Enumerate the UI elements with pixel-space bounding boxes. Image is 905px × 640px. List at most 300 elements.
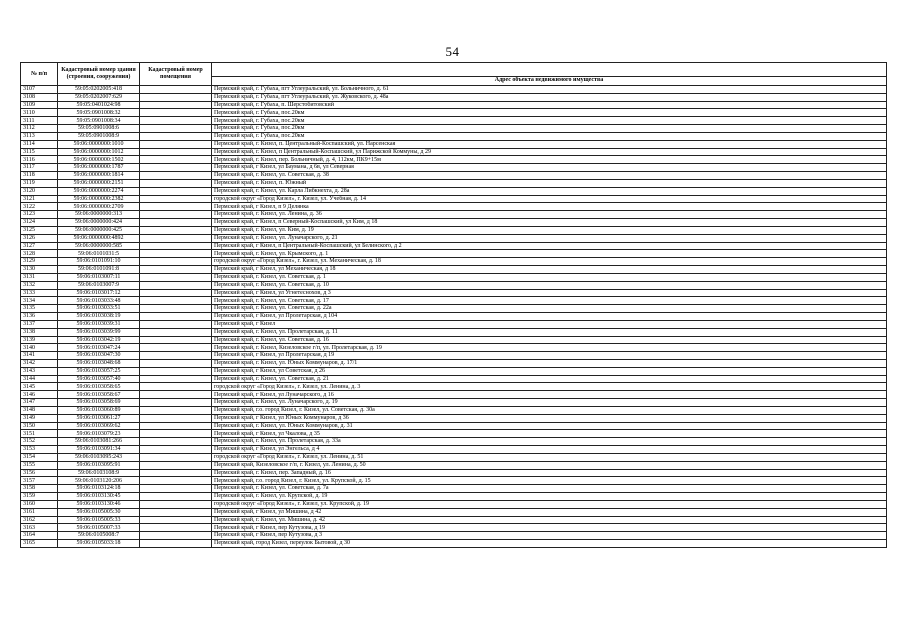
row-number: 3159: [21, 493, 58, 501]
cadastral-room-cell: [140, 164, 212, 172]
address-cell: Пермский край, г. Губаха, пгт Углеуральский, ул. Больничного, д. 61: [212, 86, 887, 94]
row-number: 3133: [21, 289, 58, 297]
table-row: [21, 399, 887, 407]
row-number: 3151: [21, 430, 58, 438]
cadastral-room-cell: [140, 352, 212, 360]
table-row: [21, 469, 887, 477]
address-cell: Пермский край, г. Кизел, ул. Ленина, д. 36: [212, 211, 887, 219]
cadastral-room-cell: [140, 179, 212, 187]
address-cell: Пермский край, г. Кизел, ул. Советская, д. 22а: [212, 305, 887, 313]
address-cell: Пермский край, г. Кизел, п. Южный: [212, 179, 887, 187]
cadastral-room-cell: [140, 226, 212, 234]
address-cell: Пермский край, г. Кизел, пер. Больничный, д. 4, 112км, ПК9+15м: [212, 156, 887, 164]
address-cell: Пермский край, г. Кизел, ул. Мишина, д. 42: [212, 516, 887, 524]
table-row: [21, 359, 887, 367]
row-number: 3132: [21, 281, 58, 289]
cadastral-building-cell: 59:06:0103095:243: [58, 453, 140, 461]
table-row: [21, 320, 887, 328]
cadastral-building-cell: 59:06:0103038:19: [58, 313, 140, 321]
table-row: [21, 477, 887, 485]
table-row: [21, 344, 887, 352]
table-row: [21, 125, 887, 133]
row-number: 3136: [21, 313, 58, 321]
table-row: [21, 328, 887, 336]
row-number: 3143: [21, 367, 58, 375]
cadastral-room-cell: [140, 195, 212, 203]
table-row: [21, 352, 887, 360]
address-cell: Пермский край, г Кизел, ул Луначарского, д 16: [212, 391, 887, 399]
table-row: [21, 266, 887, 274]
cadastral-building-cell: 59:06:0103130:46: [58, 500, 140, 508]
table-row: [21, 148, 887, 156]
cadastral-room-cell: [140, 117, 212, 125]
address-cell: Пермский край, г. Губаха, пос.20км: [212, 117, 887, 125]
row-number: 3148: [21, 406, 58, 414]
address-cell: Пермский край, г. Кизел, ул. Советская, д. 16: [212, 336, 887, 344]
row-number: 3112: [21, 125, 58, 133]
cadastral-building-cell: 59:06:0103033:51: [58, 305, 140, 313]
address-cell: Пермский край, г. Кизел, пер. Западный, д. 16: [212, 469, 887, 477]
table-row: [21, 406, 887, 414]
table-row: [21, 93, 887, 101]
row-number: 3131: [21, 273, 58, 281]
address-cell: Пермский край, г. Кизел, ул. Советская, д. 10: [212, 281, 887, 289]
row-number: 3142: [21, 359, 58, 367]
table-row: [21, 140, 887, 148]
cadastral-building-cell: 59:06:0103057:25: [58, 367, 140, 375]
address-cell: Пермский край, г. Кизел, ул. Луначарского, д. 19: [212, 399, 887, 407]
cadastral-building-cell: 59:06:0103039:31: [58, 320, 140, 328]
row-number: 3107: [21, 86, 58, 94]
cadastral-building-cell: 59:06:0103069:62: [58, 422, 140, 430]
row-number: 3120: [21, 187, 58, 195]
cadastral-building-cell: 59:06:0103095:91: [58, 461, 140, 469]
cadastral-room-cell: [140, 367, 212, 375]
table-row: [21, 508, 887, 516]
cadastral-building-cell: 59:06:0000000:4892: [58, 234, 140, 242]
address-cell: Пермский край, г. Губаха, пос.20км: [212, 125, 887, 133]
cadastral-building-cell: 59:06:0000000:2274: [58, 187, 140, 195]
cadastral-building-cell: 59:05:0901008:34: [58, 117, 140, 125]
row-number: 3146: [21, 391, 58, 399]
cadastral-room-cell: [140, 438, 212, 446]
address-cell: Пермский край, г Кизел, пер Кутузова, д 19: [212, 524, 887, 532]
address-cell: городской округ «Город Кизел», г. Кизел, ул. Ленина, д. 3: [212, 383, 887, 391]
cadastral-room-cell: [140, 258, 212, 266]
address-cell: Пермский край, г. Кизел, ул. Луначарского, д. 21: [212, 234, 887, 242]
cadastral-room-cell: [140, 109, 212, 117]
table-row: [21, 179, 887, 187]
address-cell: Пермский край, г.о. город Кизел, г. Кизел, ул. Советская, д. 30а: [212, 406, 887, 414]
cadastral-building-cell: 59:06:0103042:19: [58, 336, 140, 344]
table-row: [21, 234, 887, 242]
address-cell: Пермский край, г. Кизел, ул. Советская, д. 7а: [212, 485, 887, 493]
row-number: 3118: [21, 172, 58, 180]
cadastral-room-cell: [140, 532, 212, 540]
cadastral-room-cell: [140, 187, 212, 195]
address-cell: Пермский край, г. Кизел, ул. Ким, д. 19: [212, 226, 887, 234]
cadastral-building-cell: 59:06:0103058:65: [58, 383, 140, 391]
row-number: 3145: [21, 383, 58, 391]
cadastral-building-cell: 59:06:0103047:30: [58, 352, 140, 360]
address-cell: Пермский край, г. Кизел, ул. Юных Коммунаров, д. 31: [212, 422, 887, 430]
cadastral-room-cell: [140, 469, 212, 477]
table-row: [21, 532, 887, 540]
table-row: [21, 156, 887, 164]
row-number: 3134: [21, 297, 58, 305]
cadastral-building-cell: 59:06:0000000:313: [58, 211, 140, 219]
row-number: 3158: [21, 485, 58, 493]
table-row: [21, 172, 887, 180]
address-cell: городской округ «Город Кизел», г. Кизел, ул. Крупской, д. 19: [212, 500, 887, 508]
row-number: 3114: [21, 140, 58, 148]
address-cell: Пермский край, г. Губаха, пос.20км: [212, 109, 887, 117]
row-number: 3161: [21, 508, 58, 516]
cadastral-building-cell: 59:06:0103081:266: [58, 438, 140, 446]
cadastral-building-cell: 59:06:0000000:2382: [58, 195, 140, 203]
cadastral-building-cell: 59:06:0000000:1502: [58, 156, 140, 164]
cadastral-room-cell: [140, 414, 212, 422]
table-row: [21, 446, 887, 454]
header-cadastral-building: Кадастровый номер здания (строения, сооружения): [58, 63, 140, 86]
cadastral-building-cell: 59:06:0101091:8: [58, 266, 140, 274]
row-number: 3113: [21, 132, 58, 140]
cadastral-room-cell: [140, 93, 212, 101]
row-number: 3162: [21, 516, 58, 524]
address-cell: Пермский край, г. Губаха, пгт Углеуральский, ул. Жуковского, д. 48а: [212, 93, 887, 101]
row-number: 3141: [21, 352, 58, 360]
address-cell: Пермский край, г Кизел, ул Чкалова, д 35: [212, 430, 887, 438]
table-row: [21, 375, 887, 383]
cadastral-room-cell: [140, 383, 212, 391]
cadastral-building-cell: 59:05:0901008:6: [58, 125, 140, 133]
cadastral-room-cell: [140, 86, 212, 94]
row-number: 3109: [21, 101, 58, 109]
cadastral-room-cell: [140, 250, 212, 258]
cadastral-room-cell: [140, 344, 212, 352]
cadastral-room-cell: [140, 320, 212, 328]
table-row: [21, 117, 887, 125]
cadastral-building-cell: 59:06:0101091:10: [58, 258, 140, 266]
address-cell: Пермский край, г. Кизел, ул. Советская, д. 38: [212, 172, 887, 180]
address-cell: Пермский край, г Кизел, ул Мишина, д 42: [212, 508, 887, 516]
row-number: 3160: [21, 500, 58, 508]
row-number: 3163: [21, 524, 58, 532]
address-cell: Пермский край, г Кизел, п 9 Делянка: [212, 203, 887, 211]
cadastral-room-cell: [140, 391, 212, 399]
address-cell: Пермский край, г Кизел, п Центральный-Коспашский, ул Белинского, д 2: [212, 242, 887, 250]
table-row: [21, 461, 887, 469]
table-row: [21, 391, 887, 399]
table-row: [21, 493, 887, 501]
cadastral-room-cell: [140, 406, 212, 414]
cadastral-room-cell: [140, 219, 212, 227]
table-row: [21, 453, 887, 461]
table-header: [21, 63, 887, 86]
address-cell: Пермский край, г. Кизел, Кизеловское г/п, ул. Пролетарская, д. 19: [212, 344, 887, 352]
cadastral-room-cell: [140, 125, 212, 133]
table-row: [21, 516, 887, 524]
cadastral-building-cell: 59:06:0105005:30: [58, 508, 140, 516]
address-cell: Пермский край, г. Кизел, п. Центральный-Коспашский, ул. Нарсенская: [212, 140, 887, 148]
cadastral-building-cell: 59:06:0103108:9: [58, 469, 140, 477]
cadastral-building-cell: 59:06:0105007:33: [58, 524, 140, 532]
address-cell: Пермский край, г. Кизел, п Центральный-Коспашский, ул Парижской Коммуны, д 29: [212, 148, 887, 156]
address-cell: Пермский край, г. Кизел, ул. Юных Коммунаров, д. 17/1: [212, 359, 887, 367]
address-cell: Пермский край, город Кизел, переулок Бытовой, д 30: [212, 540, 887, 548]
page-number: 54: [445, 44, 460, 59]
row-number: 3126: [21, 234, 58, 242]
table-row: [21, 242, 887, 250]
table-row: [21, 203, 887, 211]
cadastral-building-cell: 59:06:0103048:68: [58, 359, 140, 367]
table-row: [21, 219, 887, 227]
cadastral-building-cell: 59:06:0000000:1787: [58, 164, 140, 172]
table-row: [21, 273, 887, 281]
property-registry-table: [20, 62, 887, 548]
table-row: [21, 414, 887, 422]
cadastral-building-cell: 59:05:0202005:418: [58, 86, 140, 94]
row-number: 3121: [21, 195, 58, 203]
cadastral-building-cell: 59:06:0103079:23: [58, 430, 140, 438]
row-number: 3144: [21, 375, 58, 383]
cadastral-building-cell: 59:06:0000000:1010: [58, 140, 140, 148]
cadastral-room-cell: [140, 234, 212, 242]
cadastral-building-cell: 59:05:0401024:98: [58, 101, 140, 109]
cadastral-building-cell: 59:06:0101031:5: [58, 250, 140, 258]
row-number: 3139: [21, 336, 58, 344]
address-cell: Пермский край, г. Кизел, ул. Крымского, д. 1: [212, 250, 887, 258]
cadastral-room-cell: [140, 305, 212, 313]
cadastral-building-cell: 59:06:0000000:2709: [58, 203, 140, 211]
cadastral-building-cell: 59:06:0105005:33: [58, 516, 140, 524]
cadastral-room-cell: [140, 101, 212, 109]
table-row: [21, 540, 887, 548]
table-row: [21, 305, 887, 313]
row-number: 3152: [21, 438, 58, 446]
table-row: [21, 211, 887, 219]
address-cell: Пермский край, г Кизел, ул Пролетарская, д 19: [212, 352, 887, 360]
cadastral-room-cell: [140, 211, 212, 219]
address-cell: Пермский край, г. Губаха, п. Шерстобитовский: [212, 101, 887, 109]
cadastral-room-cell: [140, 336, 212, 344]
cadastral-room-cell: [140, 266, 212, 274]
cadastral-room-cell: [140, 273, 212, 281]
table-row: [21, 187, 887, 195]
cadastral-building-cell: 59:06:0105033:18: [58, 540, 140, 548]
cadastral-building-cell: 59:06:0000000:1814: [58, 172, 140, 180]
address-cell: Пермский край, г Кизел, ул Пролетарская, д 104: [212, 313, 887, 321]
cadastral-room-cell: [140, 140, 212, 148]
row-number: 3130: [21, 266, 58, 274]
row-number: 3165: [21, 540, 58, 548]
cadastral-building-cell: 59:06:0103130:45: [58, 493, 140, 501]
cadastral-room-cell: [140, 453, 212, 461]
row-number: 3122: [21, 203, 58, 211]
cadastral-room-cell: [140, 524, 212, 532]
table-row: [21, 383, 887, 391]
table-row: [21, 109, 887, 117]
table-row: [21, 86, 887, 94]
table-row: [21, 485, 887, 493]
row-number: 3111: [21, 117, 58, 125]
row-number: 3115: [21, 148, 58, 156]
cadastral-building-cell: 59:06:0103058:69: [58, 399, 140, 407]
table-row: [21, 313, 887, 321]
table-row: [21, 101, 887, 109]
cadastral-room-cell: [140, 516, 212, 524]
address-cell: Пермский край, г. Кизел, ул. Советская, д. 17: [212, 297, 887, 305]
row-number: 3140: [21, 344, 58, 352]
row-number: 3117: [21, 164, 58, 172]
cadastral-room-cell: [140, 461, 212, 469]
cadastral-building-cell: 59:06:0103033:48: [58, 297, 140, 305]
address-cell: Пермский край, Кизеловское г/п, г. Кизел, ул. Ленина, д. 50: [212, 461, 887, 469]
table-row: [21, 438, 887, 446]
address-cell: Пермский край, г Кизел, ул Советская, д 26: [212, 367, 887, 375]
cadastral-building-cell: 59:06:0103060:89: [58, 406, 140, 414]
table-row: [21, 164, 887, 172]
row-number: 3108: [21, 93, 58, 101]
table-row: [21, 226, 887, 234]
address-cell: Пермский край, г. Губаха, пос.20км: [212, 132, 887, 140]
row-number: 3150: [21, 422, 58, 430]
row-number: 3128: [21, 250, 58, 258]
cadastral-room-cell: [140, 289, 212, 297]
row-number: 3110: [21, 109, 58, 117]
row-number: 3149: [21, 414, 58, 422]
cadastral-room-cell: [140, 132, 212, 140]
cadastral-building-cell: 59:06:0000000:424: [58, 219, 140, 227]
cadastral-room-cell: [140, 156, 212, 164]
cadastral-building-cell: 59:06:0000000:425: [58, 226, 140, 234]
row-number: 3157: [21, 477, 58, 485]
cadastral-room-cell: [140, 500, 212, 508]
table-row: [21, 289, 887, 297]
cadastral-room-cell: [140, 540, 212, 548]
row-number: 3119: [21, 179, 58, 187]
cadastral-room-cell: [140, 172, 212, 180]
cadastral-building-cell: 59:06:0103007:11: [58, 273, 140, 281]
table-row: [21, 281, 887, 289]
cadastral-room-cell: [140, 148, 212, 156]
row-number: 3164: [21, 532, 58, 540]
address-cell: Пермский край, г Кизел, пер Кутузова, д 3: [212, 532, 887, 540]
row-number: 3156: [21, 469, 58, 477]
address-cell: Пермский край, г. Кизел, ул. Пролетарская, д. 11: [212, 328, 887, 336]
address-cell: Пермский край, г Кизел, ул Механическая, д 18: [212, 266, 887, 274]
cadastral-building-cell: 59:06:0103091:34: [58, 446, 140, 454]
table-row: [21, 195, 887, 203]
cadastral-room-cell: [140, 430, 212, 438]
table-row: [21, 297, 887, 305]
row-number: 3153: [21, 446, 58, 454]
table-body: [21, 86, 887, 548]
header-address-spacer: [212, 63, 887, 77]
cadastral-room-cell: [140, 359, 212, 367]
header-address: Адрес объекта недвижимого имущества: [212, 76, 887, 85]
row-number: 3123: [21, 211, 58, 219]
row-number: 3154: [21, 453, 58, 461]
table-row: [21, 524, 887, 532]
address-cell: городской округ «Город Кизел», г. Кизел, ул. Механическая, д. 18: [212, 258, 887, 266]
cadastral-building-cell: 59:06:0105008:7: [58, 532, 140, 540]
cadastral-room-cell: [140, 375, 212, 383]
address-cell: Пермский край, г Кизел, ул Юных Коммунаров, д 36: [212, 414, 887, 422]
cadastral-room-cell: [140, 446, 212, 454]
address-cell: Пермский край, г.о. город Кизел, г. Кизел, ул. Крупской, д. 15: [212, 477, 887, 485]
cadastral-room-cell: [140, 297, 212, 305]
row-number: 3147: [21, 399, 58, 407]
address-cell: Пермский край, г. Кизел, ул. Крупской, д. 19: [212, 493, 887, 501]
cadastral-building-cell: 59:06:0103047:24: [58, 344, 140, 352]
cadastral-room-cell: [140, 477, 212, 485]
address-cell: Пермский край, г. Кизел, ул. Советская, д. 1: [212, 273, 887, 281]
row-number: 3125: [21, 226, 58, 234]
row-number: 3124: [21, 219, 58, 227]
table-row: [21, 430, 887, 438]
table-row: [21, 500, 887, 508]
header-number: № п/п: [21, 63, 58, 86]
cadastral-room-cell: [140, 328, 212, 336]
cadastral-room-cell: [140, 281, 212, 289]
cadastral-building-cell: 59:06:0000000:1012: [58, 148, 140, 156]
row-number: 3155: [21, 461, 58, 469]
cadastral-room-cell: [140, 399, 212, 407]
row-number: 3116: [21, 156, 58, 164]
cadastral-building-cell: 59:06:0103124:18: [58, 485, 140, 493]
cadastral-building-cell: 59:06:0103061:27: [58, 414, 140, 422]
row-number: 3135: [21, 305, 58, 313]
cadastral-building-cell: 59:06:0000000:2151: [58, 179, 140, 187]
address-cell: Пермский край, г. Кизел, ул. Карла Либкнехта, д. 28а: [212, 187, 887, 195]
cadastral-building-cell: 59:05:0202007:629: [58, 93, 140, 101]
cadastral-building-cell: 59:06:0103007:9: [58, 281, 140, 289]
address-cell: Пермский край, г Кизел: [212, 320, 887, 328]
cadastral-room-cell: [140, 508, 212, 516]
cadastral-building-cell: 59:05:0901008:9: [58, 132, 140, 140]
cadastral-building-cell: 59:05:0901008:32: [58, 109, 140, 117]
address-cell: Пермский край, г. Кизел, ул. Советская, д. 21: [212, 375, 887, 383]
cadastral-building-cell: 59:06:0103058:67: [58, 391, 140, 399]
cadastral-building-cell: 59:06:0103057:40: [58, 375, 140, 383]
row-number: 3127: [21, 242, 58, 250]
row-number: 3137: [21, 320, 58, 328]
address-cell: Пермский край, г. Кизел, ул. Пролетарская, д. 33а: [212, 438, 887, 446]
address-cell: городской округ «Город Кизел», г. Кизел, ул. Ленина, д. 51: [212, 453, 887, 461]
header-cadastral-room: Кадастровый номер помещения: [140, 63, 212, 86]
table-row: [21, 132, 887, 140]
address-cell: Пермский край, г Кизел, ул Угнетеснохов, д 3: [212, 289, 887, 297]
address-cell: Пермский край, г Кизел, п Северный-Коспашский, ул Ким, д 18: [212, 219, 887, 227]
row-number: 3138: [21, 328, 58, 336]
table-row: [21, 367, 887, 375]
cadastral-building-cell: 59:06:0103017:12: [58, 289, 140, 297]
address-cell: Пермский край, г Кизел, ул Энгельса, д 4: [212, 446, 887, 454]
cadastral-building-cell: 59:06:0103120:206: [58, 477, 140, 485]
cadastral-room-cell: [140, 493, 212, 501]
table-row: [21, 336, 887, 344]
cadastral-room-cell: [140, 313, 212, 321]
cadastral-room-cell: [140, 203, 212, 211]
address-cell: Пермский край, г Кизел, ул Баумана, д 6в, ул Северная: [212, 164, 887, 172]
cadastral-room-cell: [140, 485, 212, 493]
address-cell: городской округ «Город Кизел», г. Кизел, ул. Учебная, д. 14: [212, 195, 887, 203]
row-number: 3129: [21, 258, 58, 266]
cadastral-building-cell: 59:06:0103039:99: [58, 328, 140, 336]
table-row: [21, 258, 887, 266]
cadastral-building-cell: 59:06:0000000:585: [58, 242, 140, 250]
